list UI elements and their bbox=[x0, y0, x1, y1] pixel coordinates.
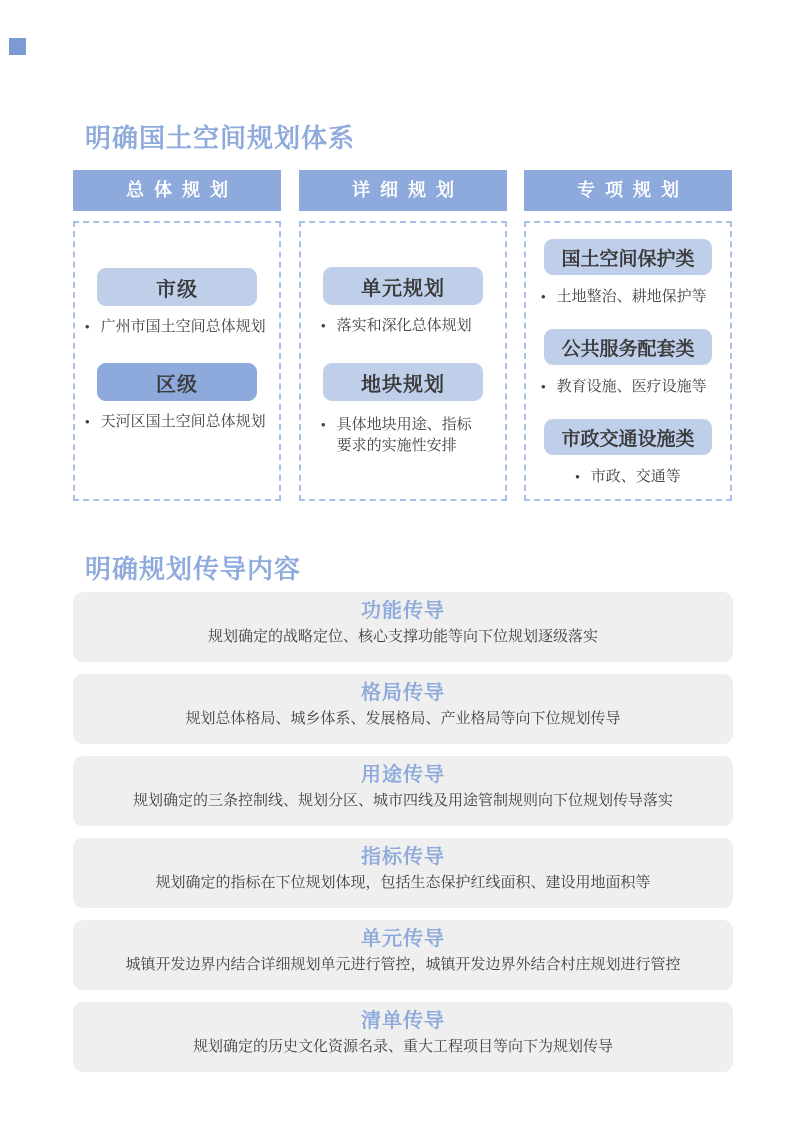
planning-system-title: 明确国土空间规划体系 bbox=[85, 123, 356, 153]
pill-land-protection: 国土空间保护类 bbox=[544, 239, 712, 275]
bullet-item bbox=[75, 411, 279, 432]
card-usage-transmission bbox=[73, 756, 733, 826]
bullet-dot-icon: • bbox=[575, 469, 580, 484]
bullet-dot-icon: • bbox=[85, 414, 90, 429]
card-unit-transmission bbox=[73, 920, 733, 990]
card-heading: 指标传导 bbox=[361, 846, 445, 868]
card-body: 城镇开发边界内结合详细规划单元进行管控，城镇开发边界外结合村庄规划进行管控 bbox=[125, 956, 681, 973]
pill-district-level: 区级 bbox=[97, 363, 257, 401]
card-body: 规划确定的指标在下位规划体现，包括生态保护红线面积、建设用地面积等 bbox=[155, 874, 651, 891]
transmission-title: 明确规划传导内容 bbox=[85, 554, 302, 584]
card-list-transmission bbox=[73, 1002, 733, 1072]
card-pattern-transmission bbox=[73, 674, 733, 744]
bullet-dot-icon: • bbox=[85, 319, 90, 334]
bullet-text: 广州市国土空间总体规划 bbox=[100, 318, 266, 335]
bullet-item bbox=[526, 466, 730, 487]
bullet-item bbox=[526, 376, 730, 397]
bullet-dot-icon: • bbox=[541, 289, 546, 304]
column-dashed-box bbox=[524, 221, 732, 501]
card-heading: 用途传导 bbox=[361, 764, 445, 786]
card-indicator-transmission bbox=[73, 838, 733, 908]
card-body: 规划确定的战略定位、核心支撑功能等向下位规划逐级落实 bbox=[207, 628, 598, 645]
corner-marker-square bbox=[9, 38, 26, 55]
card-heading: 单元传导 bbox=[361, 928, 445, 950]
pill-municipal-transport: 市政交通设施类 bbox=[544, 419, 712, 455]
column-overall-planning bbox=[73, 170, 281, 501]
column-header: 专项规划 bbox=[524, 170, 732, 211]
column-special-planning bbox=[524, 170, 732, 501]
bullet-dot-icon: • bbox=[321, 318, 326, 333]
column-header: 详细规划 bbox=[299, 170, 507, 211]
bullet-text: 天河区国土空间总体规划 bbox=[100, 413, 266, 430]
bullet-item bbox=[75, 316, 279, 337]
bullet-item bbox=[526, 286, 730, 307]
column-dashed-box bbox=[73, 221, 281, 501]
pill-public-services: 公共服务配套类 bbox=[544, 329, 712, 365]
bullet-dot-icon: • bbox=[321, 417, 326, 432]
column-dashed-box bbox=[299, 221, 507, 501]
pill-city-level: 市级 bbox=[97, 268, 257, 306]
card-body: 规划确定的历史文化资源名录、重大工程项目等向下为规划传导 bbox=[192, 1038, 613, 1055]
pill-unit-planning: 单元规划 bbox=[323, 267, 483, 305]
card-heading: 格局传导 bbox=[361, 682, 445, 704]
bullet-text: 市政、交通等 bbox=[590, 468, 681, 485]
card-function-transmission bbox=[73, 592, 733, 662]
bullet-item bbox=[301, 315, 505, 336]
card-heading: 清单传导 bbox=[361, 1010, 445, 1032]
bullet-item bbox=[301, 414, 505, 456]
card-body: 规划总体格局、城乡体系、发展格局、产业格局等向下位规划传导 bbox=[185, 710, 621, 727]
card-heading: 功能传导 bbox=[361, 600, 445, 622]
column-detailed-planning bbox=[299, 170, 507, 501]
column-header: 总体规划 bbox=[73, 170, 281, 211]
card-body: 规划确定的三条控制线、规划分区、城市四线及用途管制规则向下位规划传导落实 bbox=[132, 792, 673, 809]
bullet-text: 土地整治、耕地保护等 bbox=[556, 288, 707, 305]
transmission-cards bbox=[73, 592, 733, 1084]
bullet-text: 落实和深化总体规划 bbox=[336, 317, 472, 334]
bullet-text: 具体地块用途、指标要求的实施性安排 bbox=[336, 416, 472, 454]
bullet-dot-icon: • bbox=[541, 379, 546, 394]
bullet-text: 教育设施、医疗设施等 bbox=[556, 378, 707, 395]
pill-plot-planning: 地块规划 bbox=[323, 363, 483, 401]
